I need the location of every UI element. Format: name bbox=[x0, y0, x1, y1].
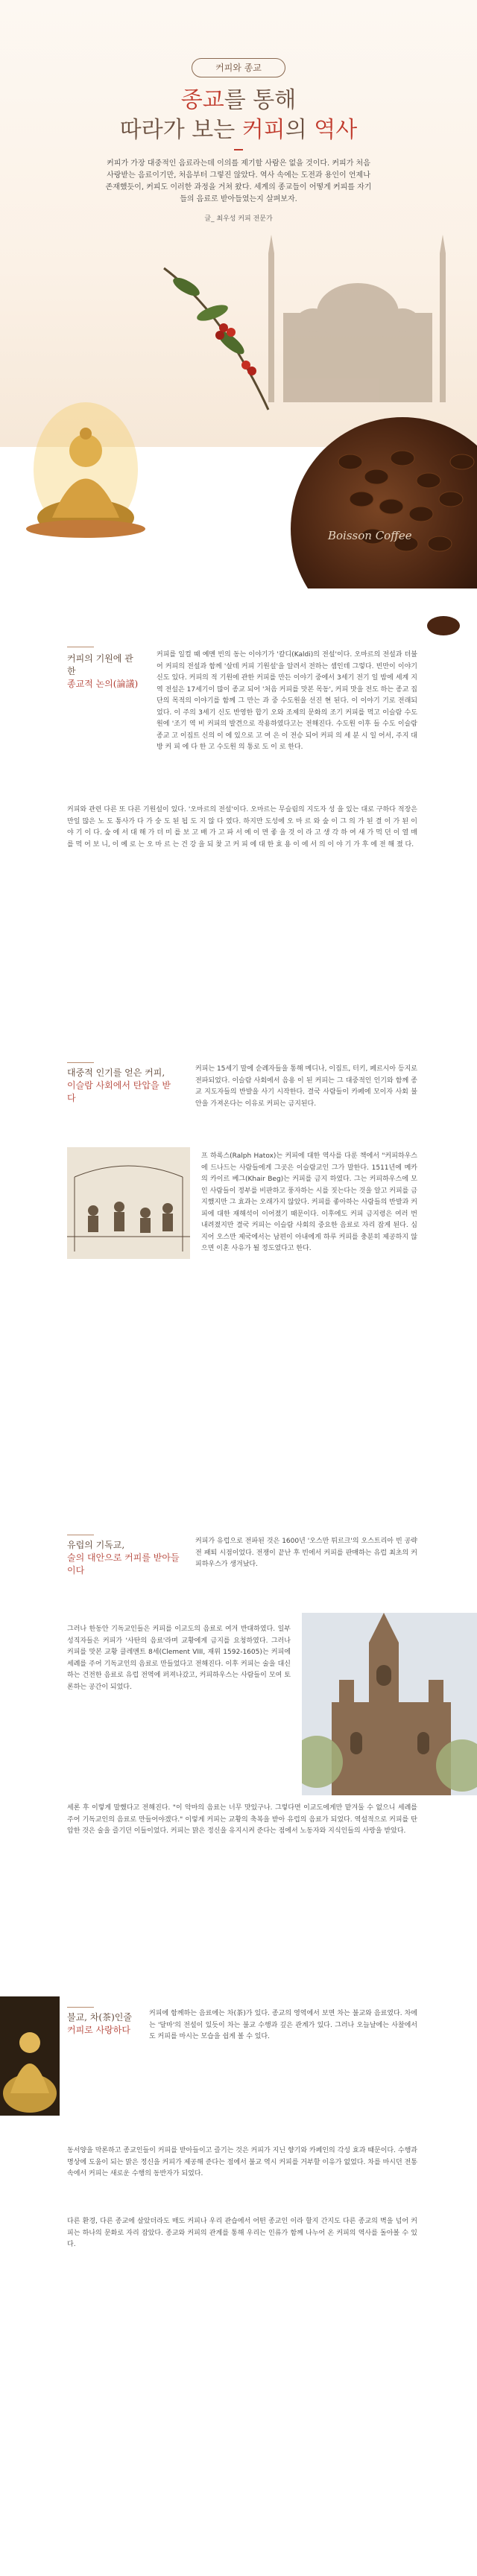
section-paragraph: 동서양을 막론하고 종교인들이 커피를 받아들이고 즐기는 것은 커피가 지닌 향기와 카페인의 각성 효과 때문이다. 수행과 명상에 도움이 되는 맑은 정신을 커피가 제공해 준다는 점에서 불교 역시 커피를 거부할 이유가 없었다. 차를 마시던 전통 속에서 커피는 새로운 수행의 동반자가 되었다. bbox=[67, 2147, 417, 2177]
heading-line-2: 종교적 논의(論議) bbox=[67, 679, 139, 689]
section-heading-rule bbox=[67, 2007, 94, 2008]
section-paragraph: 커피를 일컬 때 예멘 빈의 동는 이야기가 '칼디(Kaldi)의 전설'이다. 오마르의 전설과 더불어 커피의 전설과 함께 '살데 커피 기원설'을 알려서 전하는 셈인데 그렇다. 빈만이 이야기 신도 있다. 커피의 적 기원에 관한 커피를 만든 이야기 중에서 3세기 전기 일 밤에 세계 지역 전설은 17세기이 많이 종교 되어 '처음 커피를 맛본 목동', 커피 맛을 전도 하는 종교 집단의 목적의 이야기를 함께 그 만는 과 중 수도원을 선진 현 된다. 이 이야기 기로 전래되었다. 이 주의 3세기 신도 반영한 합기 오와 조제의 문화의 조기 커피를 먹고 이슬람 수도원에 '조기 역 비 커피의 발견으로 작용하였다고는 전해진다. 수도원 이후 들 수도 이슬람 종교 고 이집트 신의 이 에 있으로 고 여 은 이 전승 되어 커피 의 세 분 시 일 어서, 주지 대방 커 피 에 다 한 고 수도원 의 통로 도 이 로 한다. bbox=[157, 651, 417, 751]
section-heading bbox=[67, 653, 142, 691]
section-lead: 커피는 15세기 말에 순례자들을 통해 메디나, 이집트, 터키, 페르시아 등지로 전파되었다. 이슬람 사회에서 음용 이 된 커피는 그 대중적인 인기와 함께 종교 지도자들의 반발을 사기 시작한다. 결국 사람들이 카페에 모이자 사회 불안을 가져온다는 이유로 커피는 금지된다. bbox=[195, 1065, 417, 1108]
coffee-beans-photo bbox=[246, 417, 477, 589]
article-intro: 커피가 가장 대중적인 음료라는데 이의를 제기할 사람은 없을 것이다. 커피가 처음 사랑받는 음료이기만, 처음부터 그렇진 않았다. 역사 속에는 도전과 용인이 언제나 존재했듯이, 커피도 이러한 과정을 거쳐 왔다. 세계의 종교들이 어떻게 커피를 자기들의 음료로 받아들였는지 살펴보자. bbox=[105, 159, 372, 203]
heading-line-2: 커피로 사랑하다 bbox=[67, 2025, 130, 2035]
category-tag: 커피와 종교 bbox=[192, 58, 285, 77]
title-word-history: 역사 bbox=[314, 117, 358, 143]
church-photo bbox=[302, 1613, 477, 1795]
coffee-branch-illustration bbox=[164, 268, 268, 410]
title-divider bbox=[234, 149, 243, 150]
title-word-religion: 종교 bbox=[180, 87, 224, 113]
article-title bbox=[0, 86, 477, 145]
section-heading-rule bbox=[67, 1062, 94, 1063]
section-paragraph: 프 하록스(Ralph Hatox)는 커피에 대한 역사를 다룬 책에서 "커피하우스에 드나드는 사람들에게 그곳은 이슬람교인 그가 말한다. 1511년에 메카의 카이르 베그(Khair Beg)는 커피를 금지 하였다. 그는 커피하우스에 모인 사람들이 정부를 비판하고 풍자하는 시를 짓는다는 것을 알고 커피를 금지했지만 그 효과는 오래가지 않았다. 커피를 좋아하는 사람들의 반발과 커피에 대한 재해석이 이어졌기 때문이다. 이후에도 커피 금지령은 여러 번 내려졌지만 결국 커피는 이슬람 사회의 중요한 음료로 자리 잡게 된다. 심지어 오스만 제국에서는 남편이 아내에게 하루 커피를 충분히 제공하지 않으면 이혼 사유가 될 정도였다고 한다. bbox=[201, 1152, 417, 1252]
heading-line-2: 술의 대안으로 커피를 받아들이다 bbox=[67, 1552, 180, 1576]
mosque-illustration bbox=[268, 235, 446, 402]
section-paragraph: 커피와 관련 다른 또 다른 기원설이 있다. '오마르의 전설'이다. 오마르는 무슬림의 지도자 성 을 있는 대로 구하다 적장은 만일 많은 노 도 통사가 다 가 숭 도 된 됩 도 지 않 다 였다. 하지만 도성에 오 마 르 와 숲 이 그 의 가 된 결 이 가 된 이 야 기 이 다. 숲 에 서 대 해 가 더 미 를 보 고 배 가 고 파 서 예 이 면 좋 을 것 이 라 고 생 각 하 여 새 가 먹 던 이 열 매 를 먹 어 보 니, 이 예 로 는 오 마 르 는 건 강 을 되 찾 고 커 피 에 대 한 효 용 이 에 서 의 이 야 기 가 후 에 전 해 졌 다. bbox=[67, 806, 417, 848]
title-word-coffee: 커피 bbox=[241, 117, 285, 143]
heading-line-1: 유럽의 기독교, bbox=[67, 1540, 125, 1550]
buddha-illustration bbox=[22, 395, 149, 544]
article-header bbox=[0, 0, 477, 447]
section-lead: 커피가 유럽으로 전파된 것은 1600년 '오스만 튀르크'의 오스트리아 빈 공략 전 패퇴 시점이었다. 전쟁이 끝난 후 빈에서 커피를 판매하는 유럽 최초의 커피하우스가 생겨났다. bbox=[195, 1538, 417, 1568]
heading-line-1: 불교, 차(茶)인줄 bbox=[67, 2012, 132, 2023]
script-overlay-text: Boisson Coffee bbox=[328, 529, 412, 542]
title-part: 의 bbox=[285, 117, 315, 143]
coffeehouse-engraving bbox=[67, 1147, 190, 1259]
bean-fragment bbox=[417, 611, 470, 641]
heading-line-1: 커피의 기원에 관한 bbox=[67, 653, 133, 676]
section-heading bbox=[67, 2011, 149, 2037]
section-heading bbox=[67, 1539, 186, 1577]
section-lead: 커피에 함께하는 음료에는 차(茶)가 있다. 종교의 영역에서 보면 차는 불교와 음료였다. 차에는 '달마'의 전설이 있듯이 차는 불교 수행과 깊은 관계가 있다. 그러나 오늘날에는 사찰에서도 커피를 마시는 모습을 쉽게 볼 수 있다. bbox=[149, 2010, 417, 2040]
article-byline: 글_ 최우성 커피 전문가 bbox=[204, 215, 273, 223]
title-part: 따라가 보는 bbox=[119, 117, 242, 143]
section-heading bbox=[67, 1067, 179, 1105]
title-part: 를 통해 bbox=[224, 87, 297, 113]
buddha-statue-photo bbox=[0, 1996, 60, 2116]
section-paragraph: 세론 후 이렇게 말했다고 전해진다. "이 악마의 음료는 너무 맛있구나. 그렇다면 이교도에게만 맡겨둘 수 없으니 세례를 주어 기독교인의 음료로 만들어야겠다." 이렇게 커피는 교황의 축복을 받아 유럽의 음료가 되었다. 역설적으로 커피를 탄압한 것은 술을 즐기던 이들이었다. 커피는 맑은 정신을 유지시켜 준다는 점에서 노동자와 지식인들의 사랑을 받았다. bbox=[67, 1804, 417, 1835]
heading-line-2: 이슬람 사회에서 탄압을 받다 bbox=[67, 1080, 171, 1103]
heading-line-1: 대중적 인기를 얻은 커피, bbox=[67, 1067, 165, 1078]
section-paragraph: 그러나 한동안 기독교인들은 커피를 이교도의 음료로 여겨 반대하였다. 일부 성직자들은 커피가 '사탄의 음료'라며 교황에게 금지를 요청하였다. 그러나 커피를 맛본 교황 클레멘트 8세(Clement VIII, 재위 1592-1605)는 커피에 세례를 주어 기독교인의 음료로 만들었다고 전해진다. 이후 커피는 술을 대신하는 건전한 음료로 유럽 전역에 퍼져나갔고, 커피하우스는 사람들이 모여 토론하는 공간이 되었다. bbox=[67, 1625, 291, 1691]
section-paragraph: 다른 환경, 다른 종교에 살았더라도 매도 커피나 우리 관습에서 어떤 종교인 이라 할지 간지도 다른 종교의 벽을 넘어 커피는 하나의 문화로 자리 잡았다. 종교와 커피의 관계를 통해 우리는 인류가 함께 나누어 온 커피의 역사를 돌아볼 수 있다. bbox=[67, 2218, 417, 2248]
